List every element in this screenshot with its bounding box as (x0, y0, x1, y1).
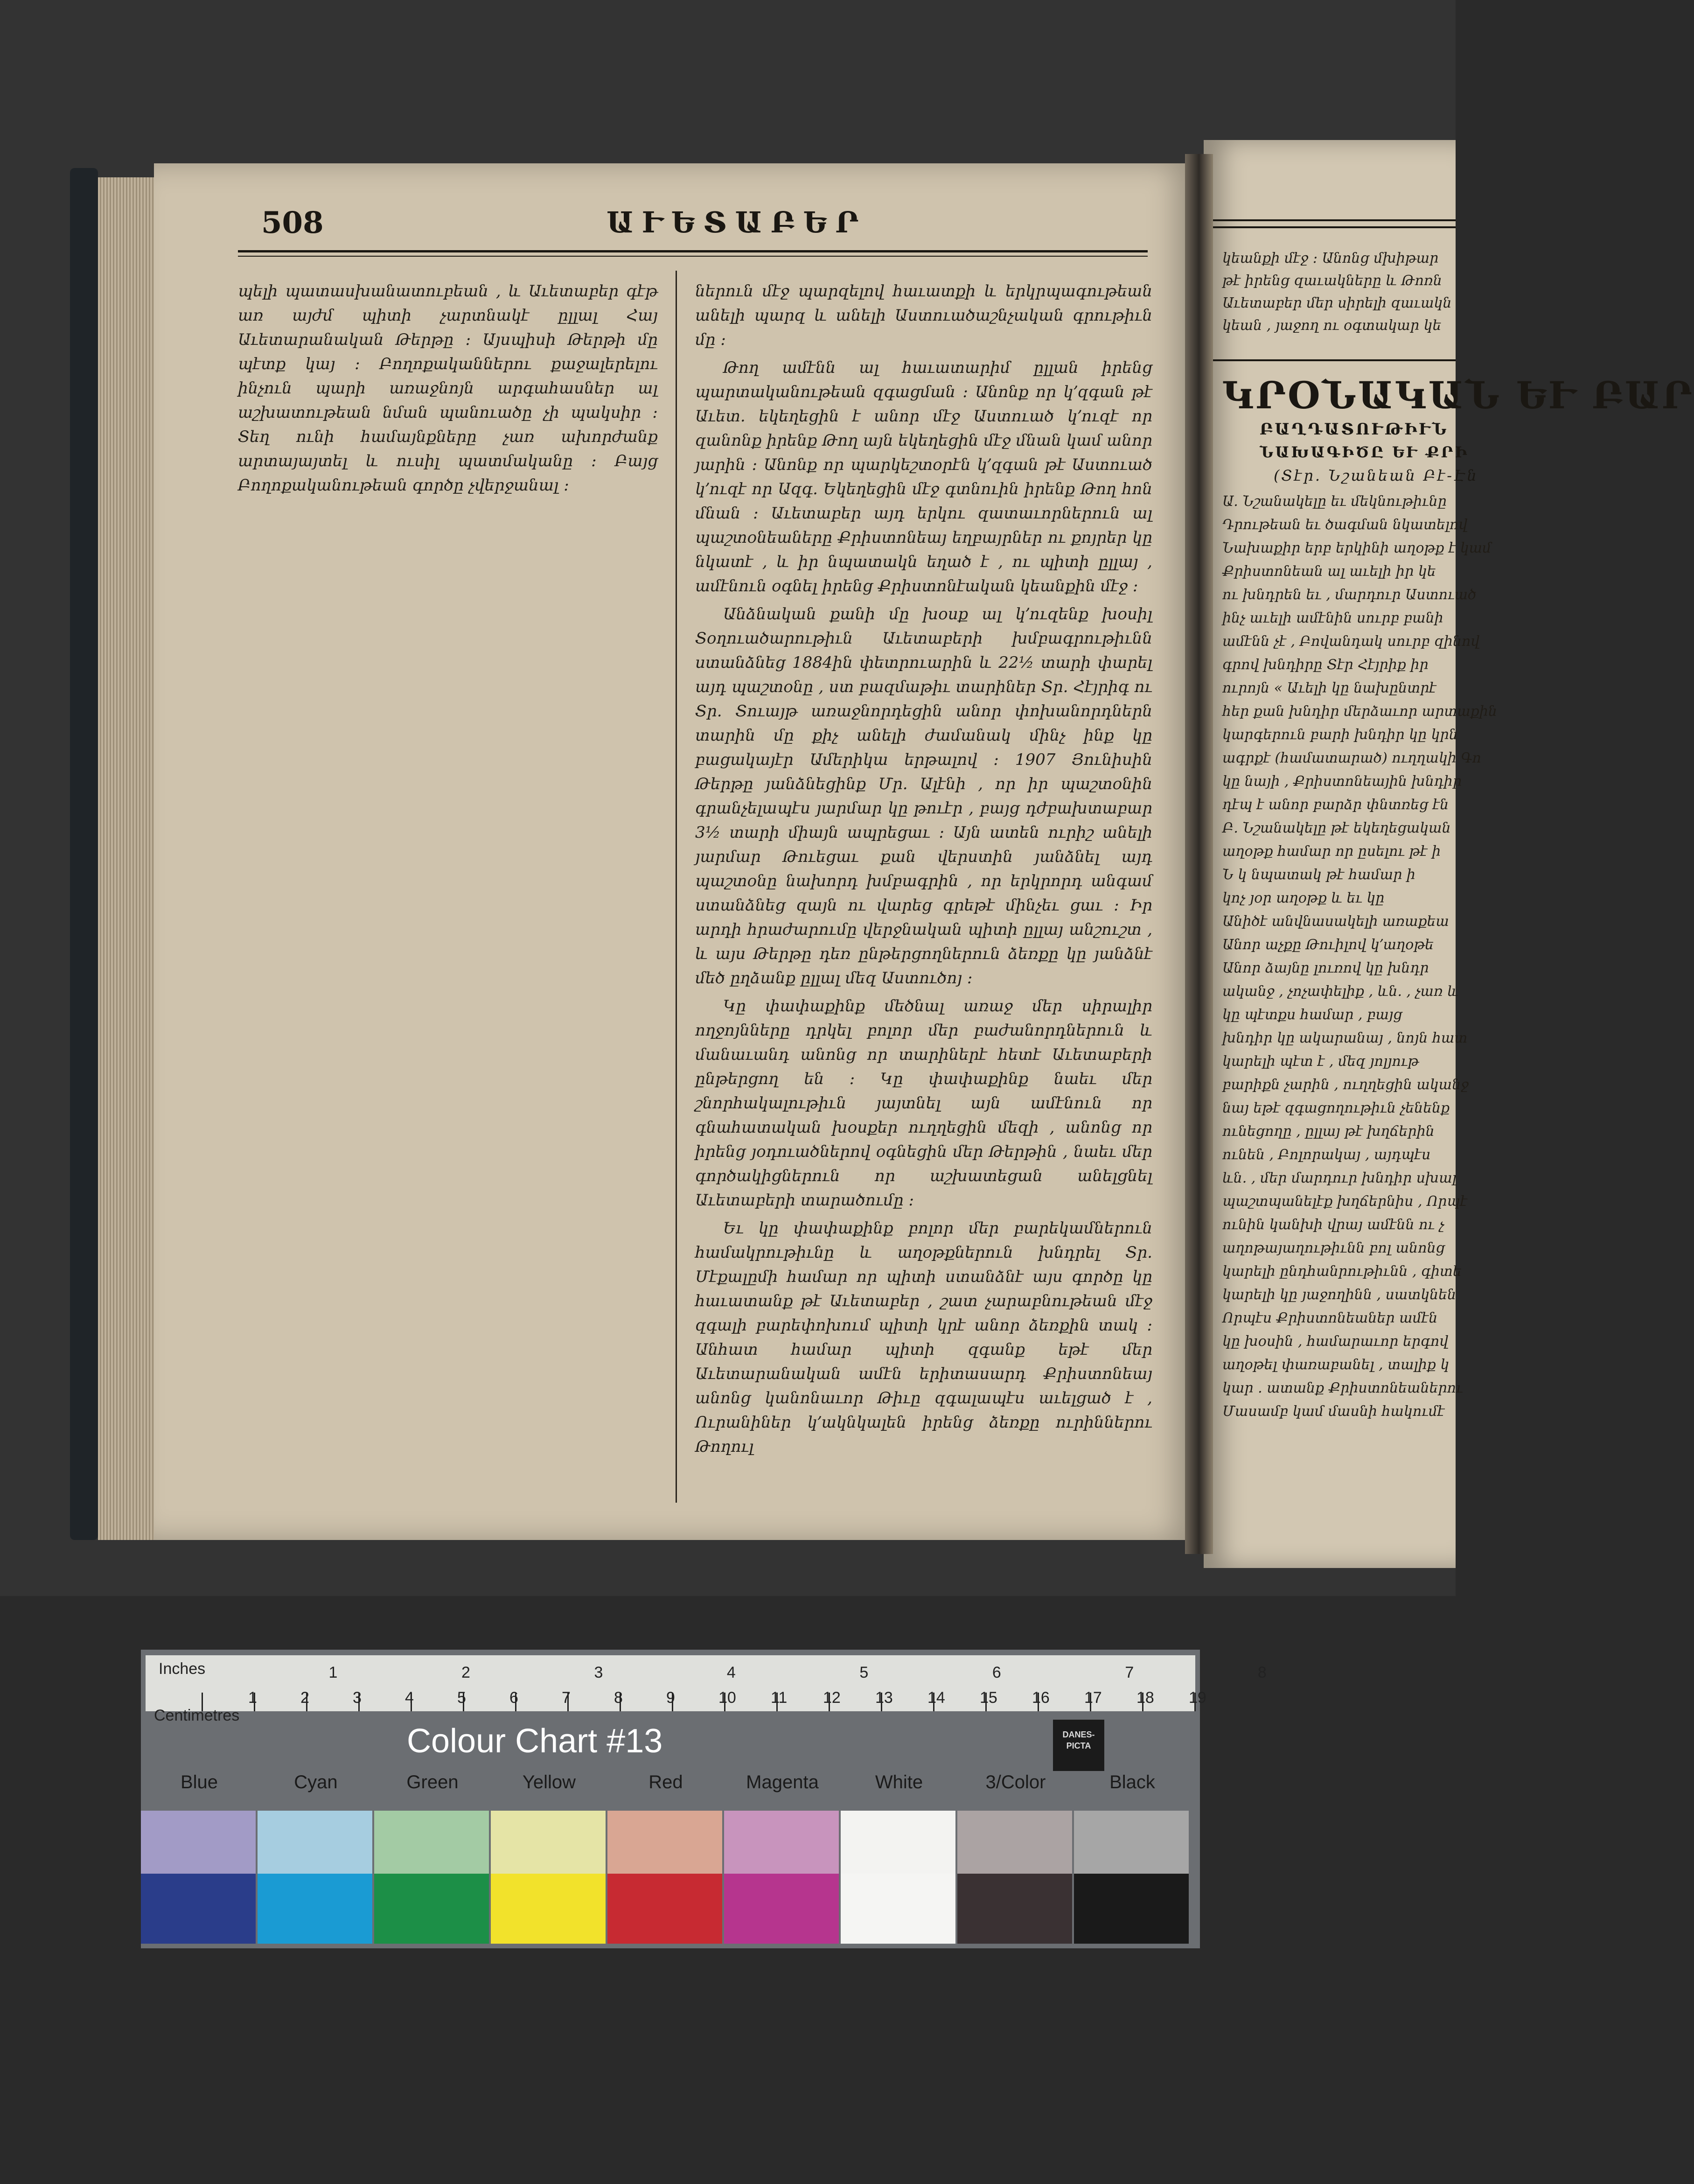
right-text-line: Բ. Նշանակելը թէ եկեղեցական (1222, 820, 1451, 836)
page-number: 508 (261, 205, 324, 240)
text-column-right (695, 279, 1152, 1463)
right-text-line: թէ իրենց զաւակները և Թոռն (1222, 273, 1442, 289)
cm-number: 11 (771, 1689, 788, 1707)
patch-label: White (875, 1772, 923, 1792)
paragraph: Անձնական քանի մը խօսք ալ կ՚ուզենք խօսիլ Տօղուածարութիւն Աւետաբերի խմբագրութիւնն ստանձնեց 1884ին փետրուարին և 22½ տարի փարել այդ պաշտօնը , ստ բազմաթիւ տարիներ Տր. Հէյրիգ ու Տր. Տուայթ առաջնորդեցին անոր փոխանորդներն տարին մը քիչ անելի ժամանակ մինչ ինք կը բացակայէր Ամերիկա երթալով ։ 1907 Յունիսին Թերթը յանձնեցինք Մր. Ալէնի , որ իր պաշտօնին գրանչելապէս յարմար կը թուէր , բայց դժբախտաբար 3½ տարի միայն ապրեցաւ ։ Այն ատեն ուրիշ անելի յարմար Թուեցաւ քան վերստին յանձնել այդ պաշտօնը նախորդ խմբագրին , որ երկրորդ անգամ ստանձնեց զայն ու վարեց գրեթէ մինչեւ ցաւ ։ Իր արդի հրաժարումը վերջնական պիտի ըլլայ անշուշտ , և այս Թերթը դեռ ընթերցողներուն ձեռքը կը յանձնէ մեծ ըղձանք ըլլալ մեզ Աստուծոյ ։ (695, 605, 1152, 987)
cm-number: 6 (509, 1689, 518, 1707)
right-text-line: կը խօսին , համարաւոր երգով (1222, 1333, 1449, 1350)
right-text-line: ունեցողը , ըլլայ թէ խղճերին (1222, 1123, 1435, 1140)
right-text-line: Դրութեան եւ ծագման նկատելով (1222, 517, 1468, 533)
right-text-line: աղօթել փառաբանել , տալիք կ (1222, 1357, 1450, 1373)
centimetres-label: Centimetres (154, 1707, 240, 1724)
right-section-subtitle-2: ՆԱԽԱԳԻԾԸ ԵՒ ՔՐԻ (1260, 443, 1469, 461)
patch-label: Cyan (294, 1772, 338, 1792)
right-text-line: կարելի ընդհանրութիւնն , գիտե (1222, 1263, 1462, 1280)
right-text-line: ագրքէ (համատարած) ուղղակի Գո (1222, 750, 1482, 766)
right-text-line: ինչ աւելի ամէնին սուրբ բանի (1222, 610, 1443, 626)
colour-patch-light (957, 1811, 1072, 1881)
right-text-line: կարգերուն բարի խնդիր կը կրն (1222, 727, 1458, 743)
cm-number: 15 (980, 1689, 997, 1707)
right-text-line: կը նայի , Քրիստոնեային խնդիր (1222, 773, 1462, 790)
right-text-line: բարիքն չարին , ուղղեցին ականջ (1222, 1077, 1469, 1093)
inch-number: 8 (1257, 1664, 1267, 1681)
cm-number: 12 (823, 1689, 841, 1707)
right-text-line: Մասամբ կամ մասնի հակումէ (1222, 1403, 1445, 1420)
right-text-line: խնդիր կը ակարանայ , նոյն հատ (1222, 1030, 1468, 1046)
cm-number: 18 (1136, 1689, 1154, 1707)
right-text-line: Նախաքիր երբ երկինի աղօթք է կամ (1222, 540, 1492, 556)
right-text-line: կոչ յօր աղօթք և եւ կը (1222, 890, 1385, 906)
colour-patch-light (491, 1811, 606, 1881)
right-text-line: կար . ատանք Քրիստոնեաներու (1222, 1380, 1463, 1396)
right-rule-top-2 (1213, 226, 1456, 228)
colour-patch-light (1074, 1811, 1189, 1881)
right-section-title: ԿՐՕՆԱԿԱՆ ԵՒ ԲԱՐ (1222, 373, 1694, 417)
cm-number: 10 (718, 1689, 736, 1707)
right-text-line: կեանքի մէջ ։ Անոնց մխիթար (1222, 250, 1439, 266)
inch-number: 4 (726, 1664, 736, 1681)
colour-patch-light (258, 1811, 372, 1881)
cm-number: 7 (562, 1689, 571, 1707)
cm-number: 2 (300, 1689, 309, 1707)
right-text-line: Աւետաբեր մեր սիրելի զաւակն (1222, 295, 1452, 311)
right-text-line: Ն կ նպատակ թէ համար ի (1222, 867, 1415, 883)
right-text-line: ունին կանխի վրայ ամէնն ու չ (1222, 1217, 1444, 1233)
cm-number: 5 (457, 1689, 466, 1707)
right-top-lines (1222, 247, 1456, 337)
paragraph: պելի պատասխանատուբեան , և Աւետաբեր գէթ առ այժմ պիտի չարտնակէ ըլլալ Հայ Աւետարանական Թերթը ։ Այսպիսի Թերթի մը պէտք կայ ։ Բողոքականներու քաջալերելու ինչուն պարի առաջնոյն արգահասներ ալ աշխատութեան նման պանուածը չի պակսիր ։ Տեղ ունի համայնքները չառ ախորժանք արտայայտել և ուսիլ պատմականը ։ Բայց Բողոքականութեան գործը չվերջանալ ։ (238, 282, 658, 495)
colour-patch-light (607, 1811, 722, 1881)
colour-patch-light (841, 1811, 955, 1881)
danes-picta-logo: DANES-PICTA (1053, 1720, 1104, 1771)
inch-number: 3 (594, 1664, 603, 1681)
patch-label: Red (648, 1772, 683, 1792)
patch-label: Green (406, 1772, 459, 1792)
right-body (1222, 490, 1497, 1423)
book-spine (70, 168, 98, 1540)
colour-chart (141, 1650, 1267, 1948)
right-text-line: պաշտպանելէք խղճերնիս , Որպէ (1222, 1193, 1467, 1210)
colour-patch-dark (141, 1874, 256, 1944)
colour-patch-dark (374, 1874, 489, 1944)
paragraph: Կը փափաքինք մեծնալ առաջ մեր սիրալիր ողջոյնները դրկել բոլոր մեր բաժանորդներուն և մանաւանդ անոնց որ տարիներէ հետէ Աւետաբերի ընթերցող են ։ Կը փափաքինք նաեւ մեր շնորհակալութիւն յայտնել այն ամէնուն որ գնահատական խօսքեր ուղղեցին մեզի , անոնց որ իրենց յօդուածներով օգնեցին մեր Թերթին , նաեւ մեր գործակիցներուն որ աշխատեցան անելցնել Աւետաբերի տարածումը ։ (695, 997, 1152, 1210)
inch-number: 6 (992, 1664, 1001, 1681)
text-column-left (238, 279, 658, 501)
page-edges (98, 177, 159, 1540)
right-text-line: ամէնն չէ , Բովանդակ սուրբ զինով (1222, 633, 1480, 650)
right-section-subtitle: ԲԱՂԴԱՏՈՒԹԻՒՆ (1260, 420, 1449, 439)
patch-label: 3/Color (985, 1772, 1046, 1792)
book-gutter (1185, 154, 1213, 1554)
inch-number: 5 (859, 1664, 869, 1681)
right-text-line: դէպ է անոր բարձր փնտռեց էն (1222, 797, 1449, 813)
right-text-line: կեան , յաջող ու օգտակար կե (1222, 317, 1442, 334)
cm-number: 4 (405, 1689, 414, 1707)
colour-patch-dark (491, 1874, 606, 1944)
colour-patch-dark (1074, 1874, 1189, 1944)
right-page (1204, 140, 1694, 1568)
right-text-line: կարելի կը յաջողինն , սատկնեն (1222, 1287, 1457, 1303)
cm-number: 8 (614, 1689, 623, 1707)
right-text-line: Որպէս Քրիստոնեաներ ամէն (1222, 1310, 1438, 1326)
patch-label: Magenta (746, 1772, 819, 1792)
right-text-line: նայ եթէ զգացողութիւն չենենք (1222, 1100, 1450, 1116)
right-text-line: ականջ , չոչափելիք , ևն. , չառ և (1222, 983, 1458, 1000)
patch-label: Yellow (522, 1772, 576, 1792)
right-text-line: կը պէտքս համար , բայց (1222, 1007, 1402, 1023)
right-text-line: աղօթք համար որ ըսելու թէ ի (1222, 843, 1441, 860)
right-text-line: կարելի պէտ է , մեզ յոլյութ (1222, 1053, 1419, 1070)
right-text-line: Անոր ձայնը լուռով կը խնդր (1222, 960, 1429, 976)
colour-patch-dark (724, 1874, 839, 1944)
colour-patch-dark (607, 1874, 722, 1944)
paragraph: Եւ կը փափաքինք բոլոր մեր բարեկամներուն համակրութիւնը և աղօթքներուն խնդրել Տր. Մէքալըմի համար որ պիտի ստանձնէ այս գործը կը հաւատանք թէ Աւետաբեր , շատ չարաբնութեան մէջ զգալի բարեփոխում պիտի կրէ անոր ձեռքին տակ ։ Անհատ համար պիտի զգանք եթէ մեր Աւետարանական ամէն երիտասարդ Քրիստոնեայ անոնց կանոնաւոր Թիւը զգալապէս աւելցած է , Ուրանիներ կ՚ակնկալեն իրենց ձեռքը ուրիններու Թողուլ (695, 1219, 1152, 1456)
patch-label: Blue (180, 1772, 218, 1792)
running-head: ԱՒԵՏԱԲԵՐ (606, 205, 867, 239)
right-text-line: աղոթայաղութիւնն բոլ անոնց (1222, 1240, 1445, 1256)
colour-patch-dark (841, 1874, 955, 1944)
cm-number: 19 (1189, 1689, 1206, 1707)
right-text-line: հեր քան խնդիր մերձաւոր արտաքին (1222, 703, 1497, 720)
inch-number: 2 (461, 1664, 470, 1681)
colour-patch-light (374, 1811, 489, 1881)
ruler (146, 1655, 1267, 1711)
right-text-line: ևն. , մեր մարդուր խնդիր սխալ (1222, 1170, 1457, 1186)
right-rule-top (1213, 219, 1456, 221)
cm-number: 3 (353, 1689, 362, 1707)
cm-number: 14 (927, 1689, 945, 1707)
patch-label: Black (1109, 1772, 1155, 1792)
cm-number: 13 (875, 1689, 893, 1707)
right-text-line: ուրոյն « Աւելի կը նախընտրէ (1222, 680, 1436, 696)
cm-number: 16 (1032, 1689, 1050, 1707)
column-divider (676, 271, 677, 1503)
paragraph: ներուն մէջ պարզելով հաւատքի և երկրպագութեան անելի պարզ և անելի Աստուածաշնչական գրութիւն մը ։ (695, 282, 1152, 349)
right-text-line: Անոր աչքը Թուիլով կ՚աղօթե (1222, 937, 1434, 953)
inch-number: 7 (1125, 1664, 1134, 1681)
inches-label: Inches (159, 1660, 206, 1678)
cm-number: 9 (666, 1689, 675, 1707)
right-text-line: Անիծէ անվնասակելի առաքեա (1222, 913, 1449, 930)
right-rule-mid (1213, 359, 1456, 361)
chart-title: Colour Chart #13 (407, 1722, 663, 1760)
header-rule-thin (238, 256, 1148, 257)
right-text-line: Քրիստոնեան ալ աւելի իր կե (1222, 563, 1436, 580)
right-text-line: ու խնդրեն եւ , մարդուր Աստուած (1222, 587, 1477, 603)
cm-number: 1 (248, 1689, 257, 1707)
colour-patch-dark (258, 1874, 372, 1944)
paragraph: Թող ամէնն ալ հաւատարիմ ըլլան իրենց պարտականութեան զգացման ։ Անոնք որ կ՚զգան թէ Աւետ. եկեղեցին է անոր մէջ Աստուած կ՚ուզէ որ զանոնք իրենք Թող այն եկեղեցին մէջ մնան կամ անոր յարին ։ Անոնք որ պարկեշտօրէն կ՚զգան թէ Աստուած կ՚ուզէ որ Ազգ. Եկեղեցին մէջ գտնուին իրենք Թող հոն մնան ։ Աւետաբեր այդ երկու զատաւորներուն ալ պաշտօնեաները Քրիստոնեայ եղբայրներ ու քոյրեր կը նկատէ , և իր նպատակն եղած է , ու պիտի ըլլայ , ամէնուն օգնել իրենց Քրիստոնէական կեանքին մէջ ։ (695, 358, 1152, 595)
cm-number: 17 (1084, 1689, 1102, 1707)
right-text-line: ունեն , Բոլորակայ , այդպէս (1222, 1147, 1431, 1163)
inch-number: 1 (328, 1664, 338, 1681)
right-text-line: գրով խնդիրը Տէր Հէյրիք իր (1222, 657, 1429, 673)
colour-patch-light (141, 1811, 256, 1881)
colour-patch-light (724, 1811, 839, 1881)
right-text-line: Ա. Նշանակելը եւ մեկնութիւնը (1222, 493, 1447, 510)
right-byline: (Տէր. Նշանեան Բէ-Էն (1274, 467, 1478, 484)
colour-patch-dark (957, 1874, 1072, 1944)
header-rule (238, 250, 1148, 252)
